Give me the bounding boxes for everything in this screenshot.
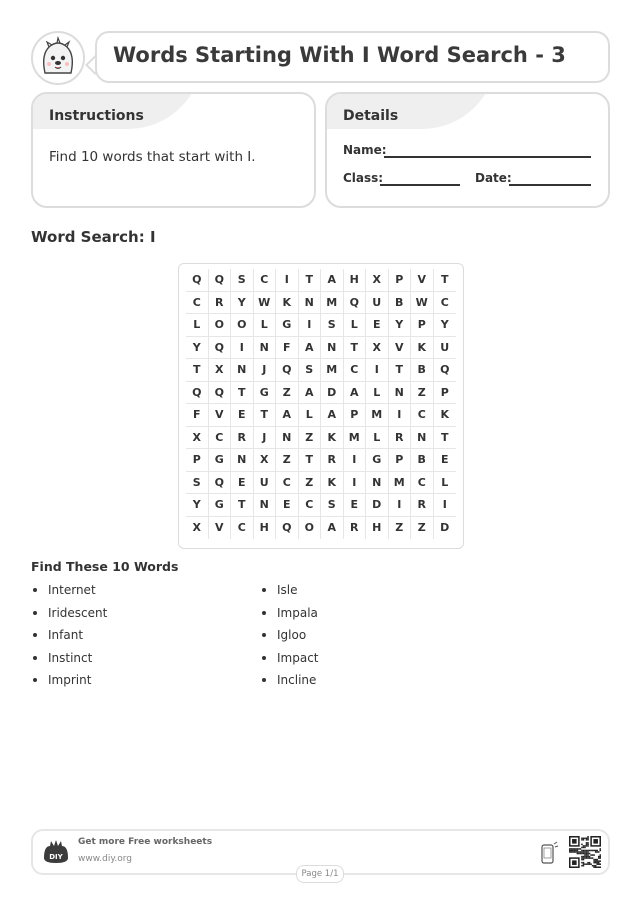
word-list-item bbox=[260, 647, 460, 670]
grid-cell[interactable]: T bbox=[299, 449, 322, 472]
date-field-line[interactable] bbox=[509, 184, 591, 186]
grid-cell[interactable]: L bbox=[299, 404, 322, 427]
grid-cell[interactable]: C bbox=[209, 427, 232, 450]
grid-cell[interactable]: T bbox=[389, 359, 412, 382]
grid-cell[interactable]: V bbox=[209, 517, 232, 540]
word-list-item bbox=[31, 647, 231, 670]
grid-cell[interactable]: K bbox=[276, 292, 299, 315]
bullet-icon bbox=[262, 633, 266, 637]
instructions-text: Find 10 words that start with I. bbox=[49, 149, 256, 165]
grid-cell[interactable]: I bbox=[389, 494, 412, 517]
word-search-grid bbox=[178, 263, 464, 549]
grid-cell[interactable]: X bbox=[186, 427, 209, 450]
grid-cell[interactable]: E bbox=[276, 494, 299, 517]
grid-cell[interactable]: K bbox=[321, 472, 344, 495]
grid-cell[interactable]: P bbox=[434, 382, 457, 405]
grid-cell[interactable]: J bbox=[254, 427, 277, 450]
grid-cell[interactable]: S bbox=[231, 269, 254, 292]
grid-cell[interactable]: Y bbox=[186, 494, 209, 517]
grid-cell[interactable]: S bbox=[321, 494, 344, 517]
title-banner bbox=[95, 31, 610, 83]
grid-cell[interactable]: L bbox=[366, 427, 389, 450]
word-list-item bbox=[260, 624, 460, 647]
grid-cell[interactable]: Q bbox=[209, 382, 232, 405]
grid-cell[interactable]: Z bbox=[276, 449, 299, 472]
footer-promo-text: Get more Free worksheets bbox=[78, 837, 213, 847]
word-list-item bbox=[31, 602, 231, 625]
grid-cell[interactable]: V bbox=[411, 269, 434, 292]
grid-cell[interactable]: B bbox=[411, 449, 434, 472]
grid-cell[interactable]: I bbox=[344, 449, 367, 472]
phone-scan-icon bbox=[541, 841, 559, 865]
grid-cell[interactable]: E bbox=[434, 449, 457, 472]
grid-cell[interactable]: I bbox=[276, 269, 299, 292]
grid-cell[interactable]: T bbox=[434, 427, 457, 450]
bullet-icon bbox=[262, 588, 266, 592]
grid-cell[interactable]: K bbox=[411, 337, 434, 360]
grid-cell[interactable]: R bbox=[231, 427, 254, 450]
grid-cell[interactable]: L bbox=[186, 314, 209, 337]
bullet-icon bbox=[262, 611, 266, 615]
grid-cell[interactable]: K bbox=[434, 404, 457, 427]
grid-cell[interactable]: C bbox=[186, 292, 209, 315]
grid-cell[interactable]: F bbox=[186, 404, 209, 427]
grid-cell[interactable]: T bbox=[186, 359, 209, 382]
grid-cell[interactable]: L bbox=[254, 314, 277, 337]
grid-cell[interactable]: R bbox=[321, 449, 344, 472]
grid-cell[interactable]: O bbox=[209, 314, 232, 337]
date-label: Date: bbox=[475, 171, 512, 185]
grid-cell[interactable]: V bbox=[209, 404, 232, 427]
grid-cell[interactable]: N bbox=[231, 359, 254, 382]
grid-cell[interactable]: T bbox=[434, 269, 457, 292]
grid-cell[interactable]: W bbox=[254, 292, 277, 315]
grid-cell[interactable]: N bbox=[254, 494, 277, 517]
grid-cell[interactable]: G bbox=[254, 382, 277, 405]
grid-cell[interactable]: L bbox=[366, 382, 389, 405]
word-list-left bbox=[31, 579, 231, 692]
grid-cell[interactable]: Q bbox=[209, 269, 232, 292]
bullet-icon bbox=[262, 678, 266, 682]
grid-cell[interactable]: N bbox=[411, 427, 434, 450]
grid-cell[interactable]: C bbox=[276, 472, 299, 495]
word-text: Impala bbox=[277, 605, 318, 620]
word-list-item bbox=[260, 602, 460, 625]
grid-cell[interactable]: C bbox=[299, 494, 322, 517]
grid-cell[interactable]: Z bbox=[299, 427, 322, 450]
grid-cell[interactable]: R bbox=[209, 292, 232, 315]
bullet-icon bbox=[33, 588, 37, 592]
word-text: Instinct bbox=[48, 650, 93, 665]
word-text: Impact bbox=[277, 650, 319, 665]
grid-cell[interactable]: N bbox=[299, 292, 322, 315]
bullet-icon bbox=[33, 678, 37, 682]
grid-cell[interactable]: Y bbox=[389, 314, 412, 337]
bullet-icon bbox=[33, 656, 37, 660]
grid-cell[interactable]: A bbox=[276, 404, 299, 427]
page-title: Words Starting With I Word Search - 3 bbox=[113, 43, 566, 67]
grid-cell[interactable]: U bbox=[254, 472, 277, 495]
grid-cell[interactable]: Z bbox=[276, 382, 299, 405]
page-number: Page 1/1 bbox=[296, 865, 344, 883]
grid-cell[interactable]: P bbox=[411, 314, 434, 337]
grid-cell[interactable]: T bbox=[231, 494, 254, 517]
grid-cell[interactable]: I bbox=[434, 494, 457, 517]
grid-cell[interactable]: A bbox=[299, 382, 322, 405]
word-list-item bbox=[31, 624, 231, 647]
grid-cell[interactable]: N bbox=[276, 427, 299, 450]
grid-cell[interactable]: M bbox=[344, 427, 367, 450]
grid-cell[interactable]: A bbox=[321, 404, 344, 427]
grid-cell[interactable]: A bbox=[321, 269, 344, 292]
grid-cell[interactable]: G bbox=[209, 494, 232, 517]
grid-cell[interactable]: C bbox=[411, 472, 434, 495]
grid-cell[interactable]: T bbox=[299, 269, 322, 292]
grid-cell[interactable]: Z bbox=[389, 517, 412, 540]
grid-cell[interactable]: P bbox=[389, 449, 412, 472]
grid-cell[interactable]: S bbox=[186, 472, 209, 495]
details-card bbox=[325, 92, 610, 208]
grid-cell[interactable]: H bbox=[344, 269, 367, 292]
grid-cell[interactable]: P bbox=[344, 404, 367, 427]
bullet-icon bbox=[262, 656, 266, 660]
grid-cell[interactable]: Y bbox=[434, 314, 457, 337]
class-field-line[interactable] bbox=[380, 184, 460, 186]
grid-cell[interactable]: U bbox=[434, 337, 457, 360]
grid-cell[interactable]: X bbox=[366, 269, 389, 292]
grid-cell[interactable]: V bbox=[389, 337, 412, 360]
grid-cell[interactable]: G bbox=[366, 449, 389, 472]
word-text: Imprint bbox=[48, 673, 92, 688]
mascot-face-icon bbox=[33, 33, 83, 83]
grid-cell[interactable]: Z bbox=[299, 472, 322, 495]
name-field-line[interactable] bbox=[384, 156, 591, 158]
grid-cell[interactable]: P bbox=[389, 269, 412, 292]
grid-cell[interactable]: Z bbox=[411, 382, 434, 405]
word-list-title: Find These 10 Words bbox=[31, 559, 179, 574]
mascot-avatar bbox=[31, 31, 85, 85]
word-text: Isle bbox=[277, 583, 298, 598]
grid-cell[interactable]: M bbox=[321, 292, 344, 315]
grid-cell[interactable]: R bbox=[411, 494, 434, 517]
class-label: Class: bbox=[343, 171, 384, 185]
grid-cell[interactable]: U bbox=[366, 292, 389, 315]
grid-cell[interactable]: B bbox=[411, 359, 434, 382]
grid-cell[interactable]: T bbox=[344, 337, 367, 360]
grid-cell[interactable]: I bbox=[389, 404, 412, 427]
grid-cell[interactable]: S bbox=[321, 314, 344, 337]
grid-cell[interactable]: I bbox=[366, 359, 389, 382]
grid-cell[interactable]: H bbox=[366, 517, 389, 540]
grid-cell[interactable]: D bbox=[321, 382, 344, 405]
grid-cell[interactable]: X bbox=[186, 517, 209, 540]
grid-cell[interactable]: I bbox=[299, 314, 322, 337]
grid-cell[interactable]: A bbox=[344, 382, 367, 405]
grid-cell[interactable]: A bbox=[299, 337, 322, 360]
grid-cell[interactable]: I bbox=[231, 337, 254, 360]
grid-cell[interactable]: H bbox=[254, 517, 277, 540]
grid-cell[interactable]: S bbox=[299, 359, 322, 382]
grid-cell[interactable]: M bbox=[366, 404, 389, 427]
footer-url-link[interactable]: www.diy.org bbox=[78, 854, 132, 864]
grid-cell[interactable]: N bbox=[321, 337, 344, 360]
grid-cell[interactable]: O bbox=[299, 517, 322, 540]
grid-cell[interactable]: Z bbox=[411, 517, 434, 540]
grid-cell[interactable]: C bbox=[434, 292, 457, 315]
word-text: Iridescent bbox=[48, 605, 108, 620]
grid-cell[interactable]: A bbox=[321, 517, 344, 540]
grid-cell[interactable]: O bbox=[231, 314, 254, 337]
grid-cell[interactable]: Q bbox=[276, 517, 299, 540]
grid-cell[interactable]: T bbox=[231, 382, 254, 405]
grid-cell[interactable]: L bbox=[434, 472, 457, 495]
grid-cell[interactable]: Q bbox=[434, 359, 457, 382]
grid-cell[interactable]: C bbox=[411, 404, 434, 427]
instructions-card bbox=[31, 92, 316, 208]
word-text: Internet bbox=[48, 583, 96, 598]
grid-cell[interactable]: Q bbox=[276, 359, 299, 382]
grid-cell[interactable]: F bbox=[276, 337, 299, 360]
word-list-item bbox=[260, 579, 460, 602]
grid-cell[interactable]: K bbox=[321, 427, 344, 450]
word-list-item bbox=[31, 579, 231, 602]
grid-cell[interactable]: X bbox=[209, 359, 232, 382]
grid-cell[interactable]: R bbox=[344, 517, 367, 540]
grid-cell[interactable]: Q bbox=[186, 269, 209, 292]
grid-cell[interactable]: E bbox=[231, 472, 254, 495]
grid-cell[interactable]: E bbox=[231, 404, 254, 427]
grid-cell[interactable]: E bbox=[344, 494, 367, 517]
grid-cell[interactable]: P bbox=[186, 449, 209, 472]
letter-grid bbox=[186, 269, 456, 539]
grid-cell[interactable]: D bbox=[440, 521, 450, 535]
word-list-item bbox=[31, 669, 231, 692]
grid-cell[interactable]: Q bbox=[209, 337, 232, 360]
grid-cell[interactable]: D bbox=[366, 494, 389, 517]
instructions-title: Instructions bbox=[49, 108, 144, 124]
name-label: Name: bbox=[343, 143, 387, 157]
grid-cell[interactable]: M bbox=[321, 359, 344, 382]
svg-text:DIY: DIY bbox=[49, 853, 63, 861]
grid-cell[interactable]: R bbox=[389, 427, 412, 450]
grid-cell[interactable]: G bbox=[276, 314, 299, 337]
grid-cell[interactable]: Y bbox=[231, 292, 254, 315]
word-text: Incline bbox=[277, 673, 317, 688]
grid-cell[interactable]: M bbox=[389, 472, 412, 495]
grid-cell[interactable]: C bbox=[254, 269, 277, 292]
grid-cell[interactable]: J bbox=[254, 359, 277, 382]
grid-cell[interactable]: N bbox=[254, 337, 277, 360]
grid-cell[interactable]: Q bbox=[344, 292, 367, 315]
grid-cell[interactable]: N bbox=[231, 449, 254, 472]
word-list-item bbox=[260, 669, 460, 692]
grid-cell[interactable]: Y bbox=[186, 337, 209, 360]
grid-cell[interactable]: C bbox=[344, 359, 367, 382]
bullet-icon bbox=[33, 633, 37, 637]
grid-cell[interactable]: X bbox=[366, 337, 389, 360]
grid-cell[interactable]: N bbox=[366, 472, 389, 495]
word-text: Infant bbox=[48, 628, 84, 643]
word-text: Igloo bbox=[277, 628, 307, 643]
grid-cell[interactable]: B bbox=[389, 292, 412, 315]
grid-cell[interactable]: W bbox=[411, 292, 434, 315]
grid-cell[interactable]: G bbox=[209, 449, 232, 472]
grid-cell[interactable]: L bbox=[344, 314, 367, 337]
grid-cell[interactable]: Q bbox=[209, 472, 232, 495]
word-list-right bbox=[260, 579, 460, 692]
grid-cell[interactable]: Q bbox=[186, 382, 209, 405]
puzzle-title: Word Search: I bbox=[31, 228, 156, 246]
qr-code-icon[interactable] bbox=[569, 836, 601, 868]
grid-cell[interactable]: T bbox=[254, 404, 277, 427]
grid-cell[interactable]: N bbox=[389, 382, 412, 405]
grid-cell[interactable]: I bbox=[344, 472, 367, 495]
grid-cell[interactable]: C bbox=[231, 517, 254, 540]
grid-cell[interactable]: X bbox=[254, 449, 277, 472]
bullet-icon bbox=[33, 611, 37, 615]
details-title: Details bbox=[343, 108, 399, 124]
diy-logo-icon[interactable] bbox=[42, 838, 70, 864]
grid-cell[interactable]: E bbox=[366, 314, 389, 337]
